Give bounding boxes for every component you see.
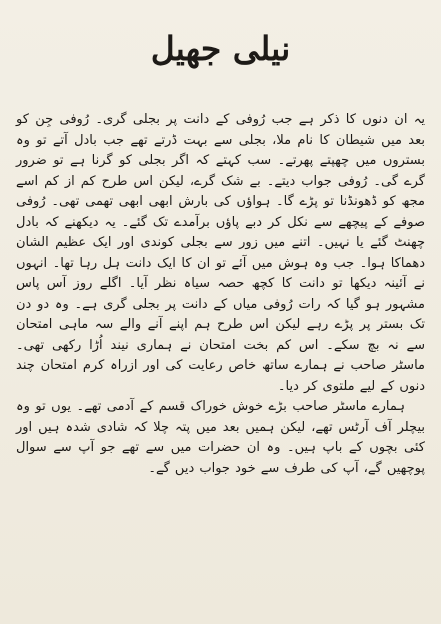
chapter-title: نیلی جھیل	[150, 29, 291, 68]
paragraph: یہ ان دنوں کا ذکر ہے جب رُوفی کے دانت پر بجلی گری۔ رُوفی جِن کو بعد میں شیطان کا نام ملا، بجلی سے بہت ڈرتے تھے جب بادل آتے تو وہ بستروں میں چھپتے پھرتے۔ سب کہتے کہ اگر بجلی کو گرنا ہے تو ضرور گرے گی۔ رُوفی جواب دیتے۔ بے شک گرے، لیکن اس طرح کم از کم اسے مجھ کو ڈھونڈنا تو پڑے گا۔ ہواؤں کی بارش ابھی ابھی تھمی تھی۔ رُوفی صوفے کے پیچھے سے نکل کر دبے پاؤں برآمدے تک گئے۔ یہ دیکھنے کہ بادل چھنٹ گئے یا نہیں۔ اتنے میں زور سے بجلی کوندی اور ایک عظیم الشان دھماکا ہوا۔ جب وہ ہوش میں آئے تو ان کا ایک دانت ہل رہا تھا۔ انہوں نے آئینہ دیکھا تو دانت کا کچھ حصہ سیاہ نظر آیا۔ اگلے روز آس پاس مشہور ہو گیا کہ رات رُوفی میاں کے دانت پر بجلی گری ہے۔ وہ دو دن تک بستر پر پڑے رہے لیکن اس طرح ہم اپنے آنے والے سہ ماہی امتحان سے نہ بچ سکے۔ اس کم بخت امتحان نے ہماری نیند اُڑا رکھی تھی۔ ماسٹر صاحب نے ہمارے ساتھ خاص رعایت کی اور ازراہ کرم امتحان چند دنوں کے لیے ملتوی کر دیا۔	[16, 112, 425, 394]
chapter-body	[16, 110, 425, 479]
paragraph: ہمارے ماسٹر صاحب بڑے خوش خوراک قسم کے آدمی تھے۔ یوں تو وہ بیچلر آف آرٹس تھے، لیکن ہمیں بعد میں پتہ چلا کہ شادی شدہ ہیں اور کئی بچوں کے باپ ہیں۔ وہ ان حضرات میں سے تھے جو آپ سے سوال پوچھیں گے، آپ کی طرف سے خود جواب دیں گے۔	[16, 399, 425, 476]
